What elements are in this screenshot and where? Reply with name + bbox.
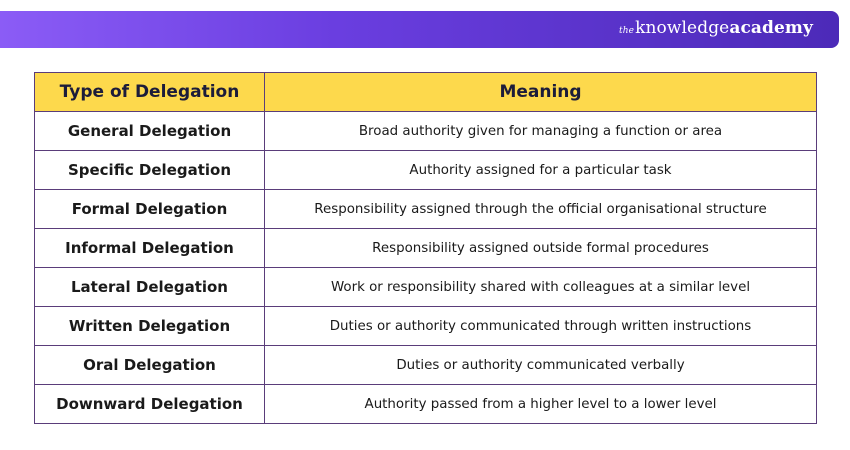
type-cell: Formal Delegation (35, 190, 265, 229)
meaning-cell: Duties or authority communicated through written instructions (265, 307, 817, 346)
meaning-cell: Authority passed from a higher level to a lower level (265, 385, 817, 424)
table-row (35, 112, 817, 151)
type-cell: Lateral Delegation (35, 268, 265, 307)
table-row (35, 346, 817, 385)
table-row (35, 229, 817, 268)
table-row (35, 151, 817, 190)
header-meaning: Meaning (265, 73, 817, 112)
type-cell: General Delegation (35, 112, 265, 151)
brand-logo-knowledge: knowledge (635, 18, 730, 38)
brand-banner (0, 11, 839, 48)
type-cell: Oral Delegation (35, 346, 265, 385)
meaning-cell: Responsibility assigned through the official organisational structure (265, 190, 817, 229)
delegation-table (34, 72, 817, 424)
meaning-cell: Work or responsibility shared with colleagues at a similar level (265, 268, 817, 307)
meaning-cell: Duties or authority communicated verbally (265, 346, 817, 385)
header-type-of-delegation: Type of Delegation (35, 73, 265, 112)
meaning-cell: Authority assigned for a particular task (265, 151, 817, 190)
type-cell: Written Delegation (35, 307, 265, 346)
table-row (35, 268, 817, 307)
meaning-cell: Broad authority given for managing a function or area (265, 112, 817, 151)
brand-logo-academy: academy (729, 18, 813, 38)
table-row (35, 307, 817, 346)
brand-logo[interactable] (619, 18, 813, 42)
table-row (35, 190, 817, 229)
type-cell: Downward Delegation (35, 385, 265, 424)
meaning-cell: Responsibility assigned outside formal procedures (265, 229, 817, 268)
table-row (35, 385, 817, 424)
type-cell: Specific Delegation (35, 151, 265, 190)
table-header-row (35, 73, 817, 112)
brand-logo-the: the (619, 26, 635, 36)
type-cell: Informal Delegation (35, 229, 265, 268)
